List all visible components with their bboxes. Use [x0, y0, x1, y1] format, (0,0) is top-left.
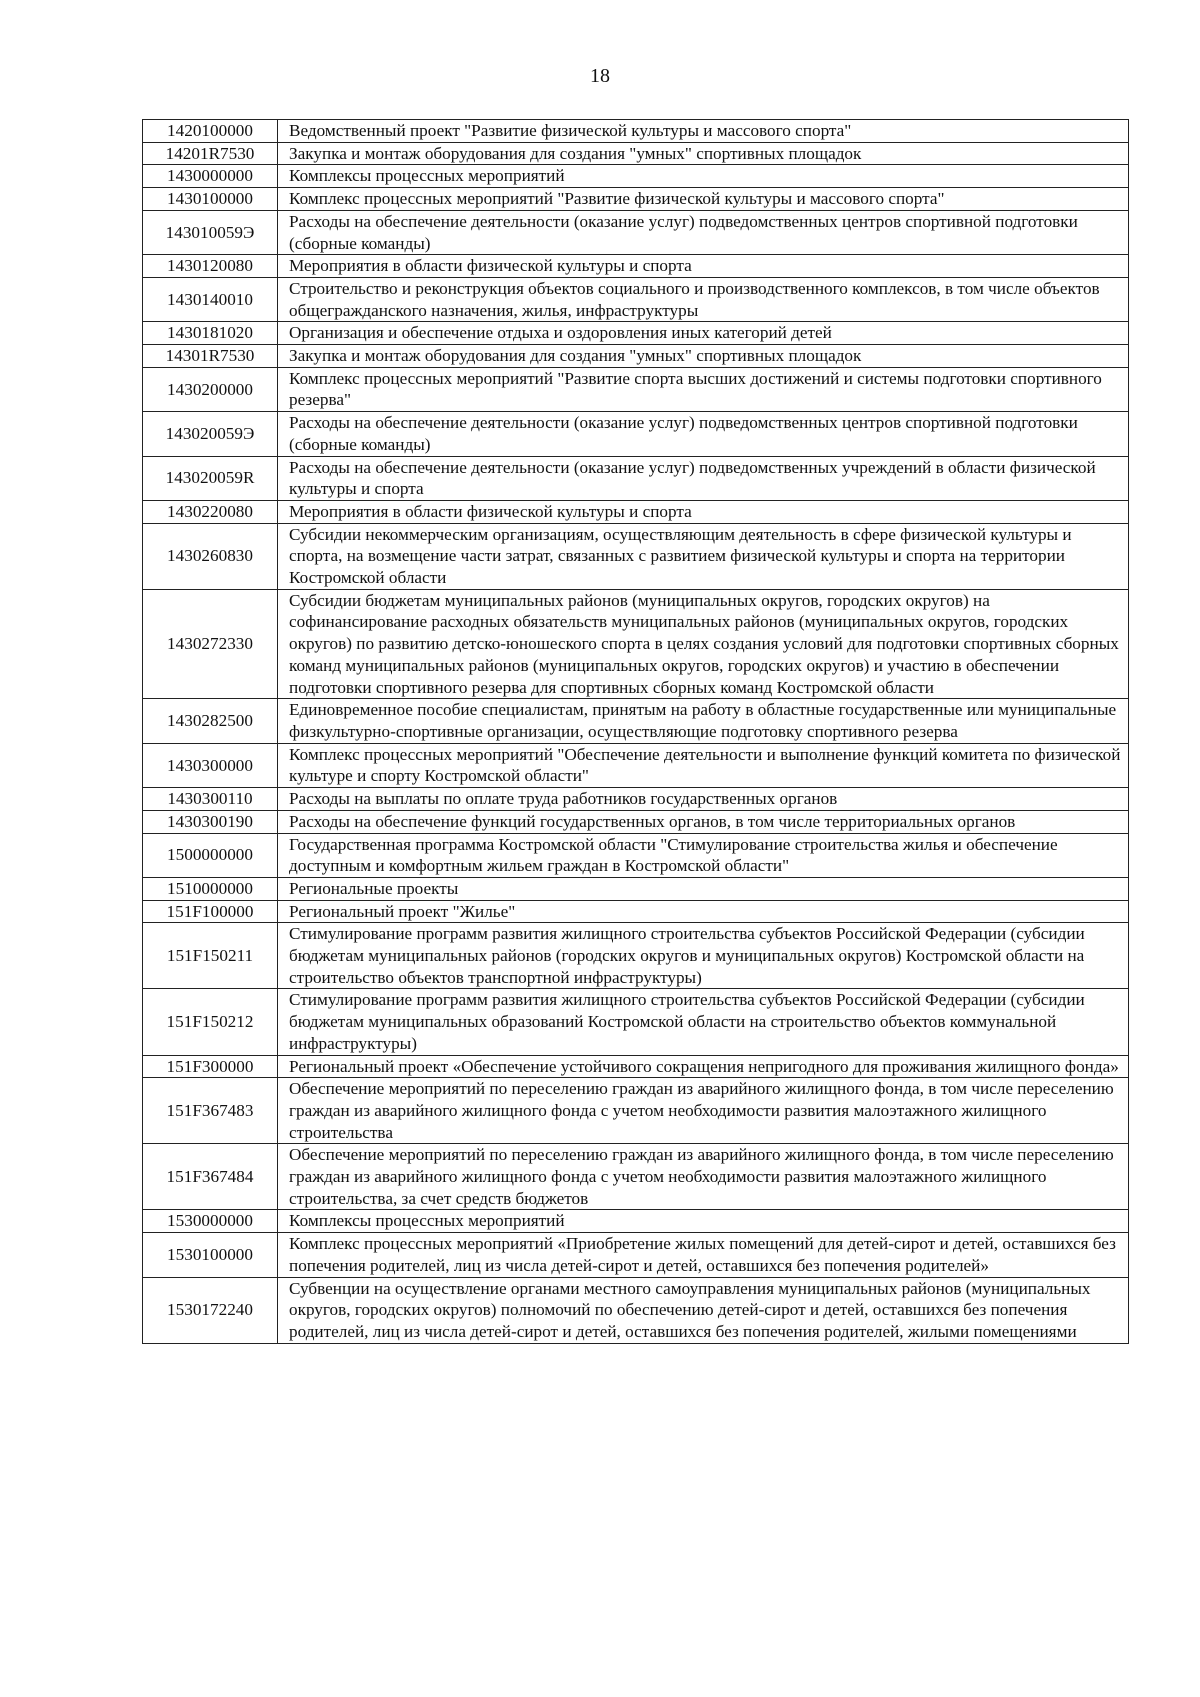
row-code: 1430300110	[143, 788, 278, 811]
table-row	[143, 1277, 1129, 1343]
row-code: 14301R7530	[143, 345, 278, 368]
table-row	[143, 523, 1129, 589]
row-code: 1430120080	[143, 255, 278, 278]
table-row	[143, 367, 1129, 411]
row-code: 1430181020	[143, 322, 278, 345]
table-row	[143, 456, 1129, 500]
row-description: Расходы на обеспечение деятельности (оказание услуг) подведомственных центров спортивной подготовки (сборные команды)	[278, 210, 1129, 254]
row-code: 1530000000	[143, 1210, 278, 1233]
row-description: Обеспечение мероприятий по переселению граждан из аварийного жилищного фонда, в том числе переселению граждан из аварийного жилищного фонда с учетом необходимости развития малоэтажного жилищного строительства	[278, 1078, 1129, 1144]
row-description: Комплексы процессных мероприятий	[278, 1210, 1129, 1233]
table-row	[143, 255, 1129, 278]
row-code: 1430282500	[143, 699, 278, 743]
row-description: Обеспечение мероприятий по переселению граждан из аварийного жилищного фонда, в том числе переселению граждан из аварийного жилищного фонда с учетом необходимости развития малоэтажного жилищного строительства, за счет средств бюджетов	[278, 1144, 1129, 1210]
row-description: Мероприятия в области физической культуры и спорта	[278, 255, 1129, 278]
row-code: 143010059Э	[143, 210, 278, 254]
row-description: Региональные проекты	[278, 877, 1129, 900]
table-body	[143, 120, 1129, 1344]
row-code: 1430300000	[143, 743, 278, 787]
table-row	[143, 877, 1129, 900]
row-code: 143020059Э	[143, 412, 278, 456]
row-description: Расходы на обеспечение функций государственных органов, в том числе территориальных органов	[278, 810, 1129, 833]
row-description: Организация и обеспечение отдыха и оздоровления иных категорий детей	[278, 322, 1129, 345]
row-code: 151F300000	[143, 1055, 278, 1078]
row-code: 14201R7530	[143, 142, 278, 165]
table-row	[143, 277, 1129, 321]
row-description: Комплекс процессных мероприятий "Развитие физической культуры и массового спорта"	[278, 188, 1129, 211]
table-row	[143, 1210, 1129, 1233]
row-code: 1430260830	[143, 523, 278, 589]
row-description: Региональный проект «Обеспечение устойчивого сокращения непригодного для проживания жилищного фонда»	[278, 1055, 1129, 1078]
row-description: Расходы на обеспечение деятельности (оказание услуг) подведомственных учреждений в области физической культуры и спорта	[278, 456, 1129, 500]
row-description: Субсидии бюджетам муниципальных районов (муниципальных округов, городских округов) на софинансирование расходных обязательств муниципальных районов (муниципальных округов, городских округов) по развитию детско-юношеского спорта в целях создания условий для подготовки спортивных сборных команд муниципальных районов (муниципальных округов, городских округов) и участию в обеспечении подготовки спортивного резерва для спортивных сборных команд Костромской области	[278, 589, 1129, 699]
row-description: Закупка и монтаж оборудования для создания "умных" спортивных площадок	[278, 142, 1129, 165]
row-description: Субвенции на осуществление органами местного самоуправления муниципальных районов (муниципальных округов, городских округов) полномочий по обеспечению детей-сирот и детей, оставшихся без попечения родителей, лиц из числа детей-сирот и детей, оставшихся без попечения родителей, жилыми помещениями	[278, 1277, 1129, 1343]
row-description: Комплексы процессных мероприятий	[278, 165, 1129, 188]
table-row	[143, 833, 1129, 877]
row-description: Комплекс процессных мероприятий "Развитие спорта высших достижений и системы подготовки спортивного резерва"	[278, 367, 1129, 411]
row-code: 1500000000	[143, 833, 278, 877]
row-description: Комплекс процессных мероприятий «Приобретение жилых помещений для детей-сирот и детей, оставшихся без попечения родителей, лиц из числа детей-сирот и детей, оставшихся без попечения родителей»	[278, 1233, 1129, 1277]
row-code: 143020059R	[143, 456, 278, 500]
table-row	[143, 165, 1129, 188]
row-code: 1430000000	[143, 165, 278, 188]
row-description: Региональный проект "Жилье"	[278, 900, 1129, 923]
table-row	[143, 1055, 1129, 1078]
row-code: 1530172240	[143, 1277, 278, 1343]
row-description: Мероприятия в области физической культуры и спорта	[278, 500, 1129, 523]
table-row	[143, 743, 1129, 787]
row-code: 1510000000	[143, 877, 278, 900]
table-row	[143, 788, 1129, 811]
table-row	[143, 345, 1129, 368]
row-code: 1430200000	[143, 367, 278, 411]
row-description: Субсидии некоммерческим организациям, осуществляющим деятельность в сфере физической культуры и спорта, на возмещение части затрат, связанных с развитием физической культуры и спорта на территории Костромской области	[278, 523, 1129, 589]
row-code: 151F367483	[143, 1078, 278, 1144]
row-description: Строительство и реконструкция объектов социального и производственного комплексов, в том числе объектов общегражданского назначения, жилья, инфраструктуры	[278, 277, 1129, 321]
row-code: 151F100000	[143, 900, 278, 923]
page-number: 18	[590, 65, 610, 87]
row-description: Стимулирование программ развития жилищного строительства субъектов Российской Федерации (субсидии бюджетам муниципальных районов (городских округов и муниципальных округов) Костромской области на строительство объектов транспортной инфраструктуры)	[278, 923, 1129, 989]
table-row	[143, 500, 1129, 523]
table-row	[143, 989, 1129, 1055]
row-description: Расходы на обеспечение деятельности (оказание услуг) подведомственных центров спортивной подготовки (сборные команды)	[278, 412, 1129, 456]
table-row	[143, 1078, 1129, 1144]
row-code: 1430300190	[143, 810, 278, 833]
row-description: Ведомственный проект "Развитие физической культуры и массового спорта"	[278, 120, 1129, 143]
row-code: 1420100000	[143, 120, 278, 143]
row-description: Стимулирование программ развития жилищного строительства субъектов Российской Федерации (субсидии бюджетам муниципальных образований Костромской области на строительство объектов коммунальной инфраструктуры)	[278, 989, 1129, 1055]
row-code: 1430100000	[143, 188, 278, 211]
row-description: Комплекс процессных мероприятий "Обеспечение деятельности и выполнение функций комитета по физической культуре и спорту Костромской области"	[278, 743, 1129, 787]
row-code: 1430140010	[143, 277, 278, 321]
table-row	[143, 412, 1129, 456]
table-row	[143, 1233, 1129, 1277]
row-code: 151F150212	[143, 989, 278, 1055]
table-row	[143, 188, 1129, 211]
budget-code-table	[142, 119, 1129, 1344]
table-row	[143, 142, 1129, 165]
row-description: Государственная программа Костромской области "Стимулирование строительства жилья и обеспечение доступным и комфортным жильем граждан в Костромской области"	[278, 833, 1129, 877]
table-row	[143, 810, 1129, 833]
table-row	[143, 1144, 1129, 1210]
row-code: 151F367484	[143, 1144, 278, 1210]
table-row	[143, 923, 1129, 989]
row-description: Единовременное пособие специалистам, принятым на работу в областные государственные или муниципальные физкультурно-спортивные организации, осуществляющие подготовку спортивного резерва	[278, 699, 1129, 743]
table-row	[143, 589, 1129, 699]
table-row	[143, 699, 1129, 743]
table-row	[143, 322, 1129, 345]
row-code: 1430272330	[143, 589, 278, 699]
table-row	[143, 210, 1129, 254]
table-row	[143, 900, 1129, 923]
row-code: 151F150211	[143, 923, 278, 989]
table-row	[143, 120, 1129, 143]
row-description: Закупка и монтаж оборудования для создания "умных" спортивных площадок	[278, 345, 1129, 368]
row-code: 1430220080	[143, 500, 278, 523]
row-description: Расходы на выплаты по оплате труда работников государственных органов	[278, 788, 1129, 811]
row-code: 1530100000	[143, 1233, 278, 1277]
